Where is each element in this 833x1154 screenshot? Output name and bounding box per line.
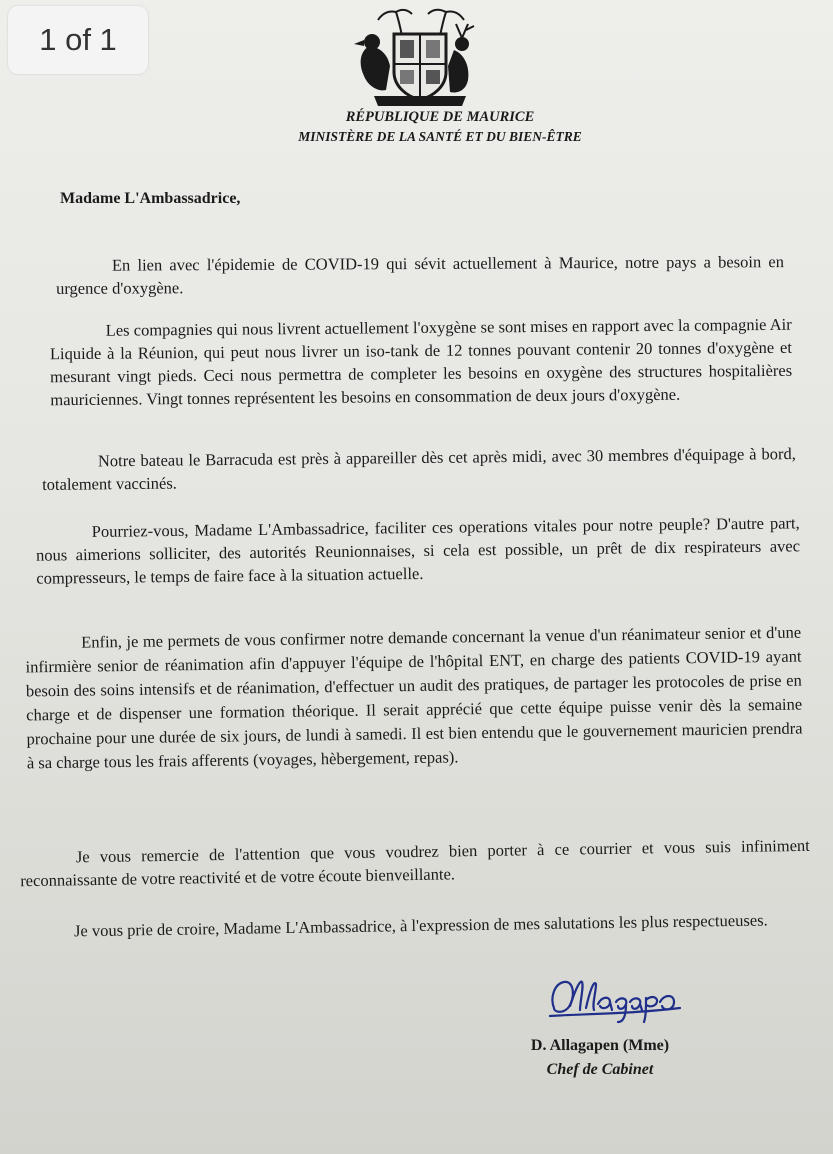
paragraph-3-text: Notre bateau le Barracuda est près à appareiller dès cet après midi, avec 30 membres d'équipage à bord, totalement vaccinés. <box>42 444 796 494</box>
letterhead <box>220 108 660 146</box>
paragraph-6-text: Je vous remercie de l'attention que vous voudrez bien porter à ce courrier et vous suis infiniment reconnaissante de votre reactivité et de votre écoute bienveillante. <box>20 835 810 891</box>
page-indicator: 1 of 1 <box>8 6 148 74</box>
signer-title: Chef de Cabinet <box>546 1061 654 1078</box>
paragraph-4 <box>36 511 801 589</box>
signer-name: D. Allagapen (Mme) <box>530 1037 670 1054</box>
letterhead-country: RÉPUBLIQUE DE MAURICE <box>345 109 535 125</box>
handwritten-signature <box>540 968 690 1028</box>
paragraph-5-text: Enfin, je me permets de vous confirmer notre demande concernant la venue d'un réanimateur senior et d'une infirmière senior de réanimation afin d'appuyer l'équipe de l'hôpital ENT, en charge des patients COVID-19 ayant besoin des soins intensifs et de réanimation, d'effectuer un audit des pratiques, de partager les protocoles de prise en charge et de dispenser une formation théorique. Il serait apprécié que cette équipe puisse venir dès la semaine prochaine pour une durée de six jours, de lundi à samedi. Il est bien entendu que le gouvernement mauricien prendra à sa charge tous les frais afferents (voyages, hèbergement, repas). <box>25 622 803 773</box>
paragraph-2-text: Les compagnies qui nous livrent actuellement l'oxygène se sont mises en rapport avec la compagnie Air Liquide à la Réunion, qui peut nous livrer un iso-tank de 12 tonnes pouvant contenir 20 tonnes d'oxygène et mesurant vingt pieds. Ceci nous permettra de completer les besoins en oxygène des structures hospitalières mauriciennes. Vingt tonnes représentent les besoins en consommation de deux jours d'oxygène. <box>49 314 793 410</box>
signer-block <box>470 1034 730 1082</box>
paragraph-6 <box>20 834 811 892</box>
paragraph-4-text: Pourriez-vous, Madame L'Ambassadrice, faciliter ces operations vitales pour notre peuple? D'autre part, nous aimerions solliciter, des autorités Reunionnaises, si cela est possible, un prêt de dix respirateurs avec compresseurs, le temps de faire face à la situation actuelle. <box>35 513 801 588</box>
salutation: Madame L'Ambassadrice, <box>60 190 241 207</box>
paragraph-2 <box>50 313 793 411</box>
paragraph-1 <box>56 250 784 300</box>
paragraph-3 <box>42 442 796 496</box>
coat-of-arms-emblem <box>350 6 490 108</box>
paragraph-7-text: Je vous prie de croire, Madame L'Ambassadrice, à l'expression de mes salutations les plus respectueuses. <box>73 910 768 941</box>
letterhead-ministry: MINISTÈRE DE LA SANTÉ ET DU BIEN-ÊTRE <box>298 129 582 144</box>
paragraph-5 <box>25 621 803 776</box>
paragraph-1-text: En lien avec l'épidemie de COVID-19 qui sévit actuellement à Maurice, notre pays a besoin en urgence d'oxygène. <box>56 252 784 298</box>
paragraph-7 <box>18 908 812 943</box>
